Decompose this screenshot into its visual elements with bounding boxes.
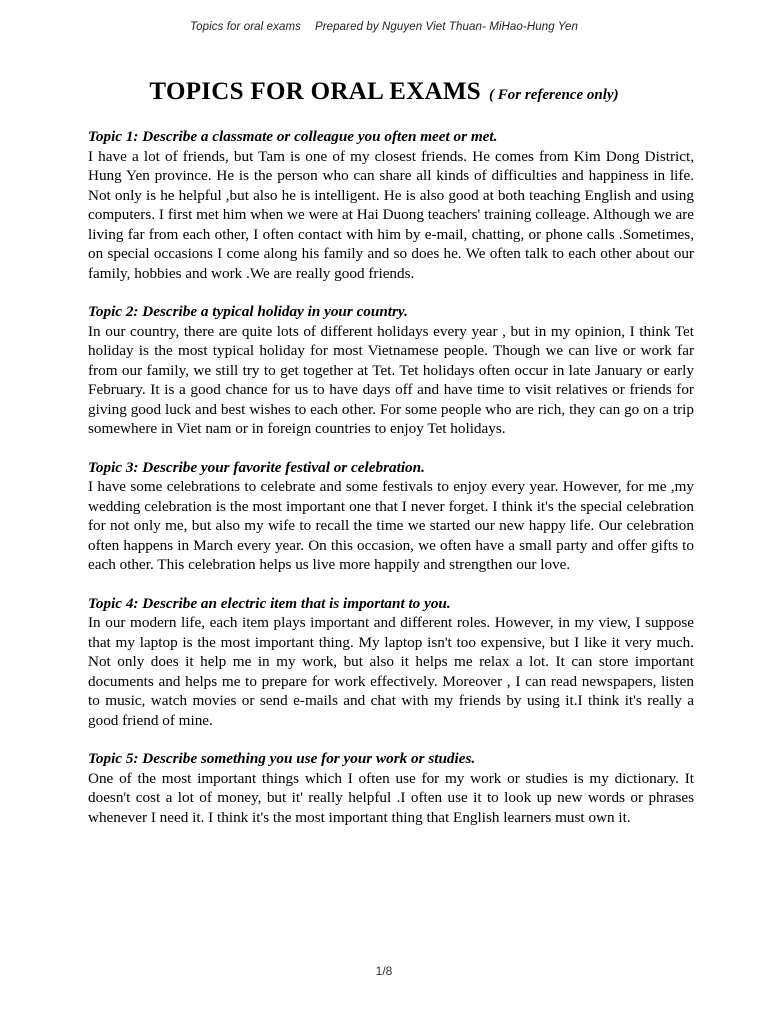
page-number: 1/8 [375,964,393,978]
header-right-text: Prepared by Nguyen Viet Thuan- MiHao-Hung Yen [314,21,578,33]
topic-5 [88,749,694,827]
topic-3 [88,458,694,575]
topic-heading: Topic 2: Describe a typical holiday in your country. [88,303,408,320]
topic-heading: Topic 4: Describe an electric item that is important to you. [88,594,451,612]
topic-heading: Topic 5: Describe something you use for your work or studies. [88,750,476,767]
topic-heading: Topic 1: Describe a classmate or colleague you often meet or met. [88,128,498,145]
topic-body: In our modern life, each item plays important and different roles. However, in my view, I suppose that my laptop is the most important thing. My laptop isn't too expensive, but I like it very much. Not only does it help me in my work, but also it helps me relax a lot. It can store important documents and helps me to prepare for work effectively. Moreover , I can read newspapers, listen to music, watch movies or send e-mails and chat with my friends by using it.I think it's really a good friend of mine. [88,614,694,729]
document-body [88,127,694,846]
topic-body: I have some celebrations to celebrate and some festivals to enjoy every year. However, for me ,my wedding celebration is the most important one that I never forget. I think it's the special celebration for not only me, but also my wife to recall the time we started our new happy life. Our celebration often happens in March every year. On this occasion, we often have a small party and offer gifts to each other. This celebration helps us live more happily and strengthen our love. [88,478,694,573]
topic-body: I have a lot of friends, but Tam is one of my closest friends. He comes from Kim Dong District, Hung Yen province. He is the person who can share all kinds of difficulties and happiness in life. Not only is he helpful ,but also he is intelligent. He is also good at both teaching English and using computers. I first met him when we were at Hai Duong teachers' training colleage. Although we are living far from each other, I often contact with him by e-mail, chatting, or phone calls .Sometimes, on special occasions I come along his family and so does he. We often talk to each other about our family, hobbies and work .We are really good friends. [88,147,694,282]
header-left-text: Topics for oral exams [190,21,301,33]
topic-4 [88,594,694,731]
topic-1 [88,127,694,283]
topic-body: One of the most important things which I often use for my work or studies is my dictionary. It doesn't cost a lot of money, but it' really helpful .I often use it to look up new words or phrases whenever I need it. I think it's the most important thing that English learners must own it. [88,769,694,826]
document-title-note: ( For reference only) [489,87,619,103]
document-title-main: TOPICS FOR ORAL EXAMS [149,78,482,105]
document-title [0,78,768,106]
topic-body: In our country, there are quite lots of different holidays every year , but in my opinion, I think Tet holiday is the most typical holiday for most Vietnamese people. Though we can live or work far from our family, we still try to get together at Tet. Tet holidays often occur in late January or early February. It is a good chance for us to have days off and have time to visit relatives or friends for giving good luck and best wishes to each other. For some people who are rich, they can go on a trip somewhere in Viet nam or in foreign countries to enjoy Tet holidays. [88,322,694,437]
topic-heading: Topic 3: Describe your favorite festival or celebration. [88,458,425,476]
topic-2 [88,302,694,439]
running-header [0,21,768,33]
